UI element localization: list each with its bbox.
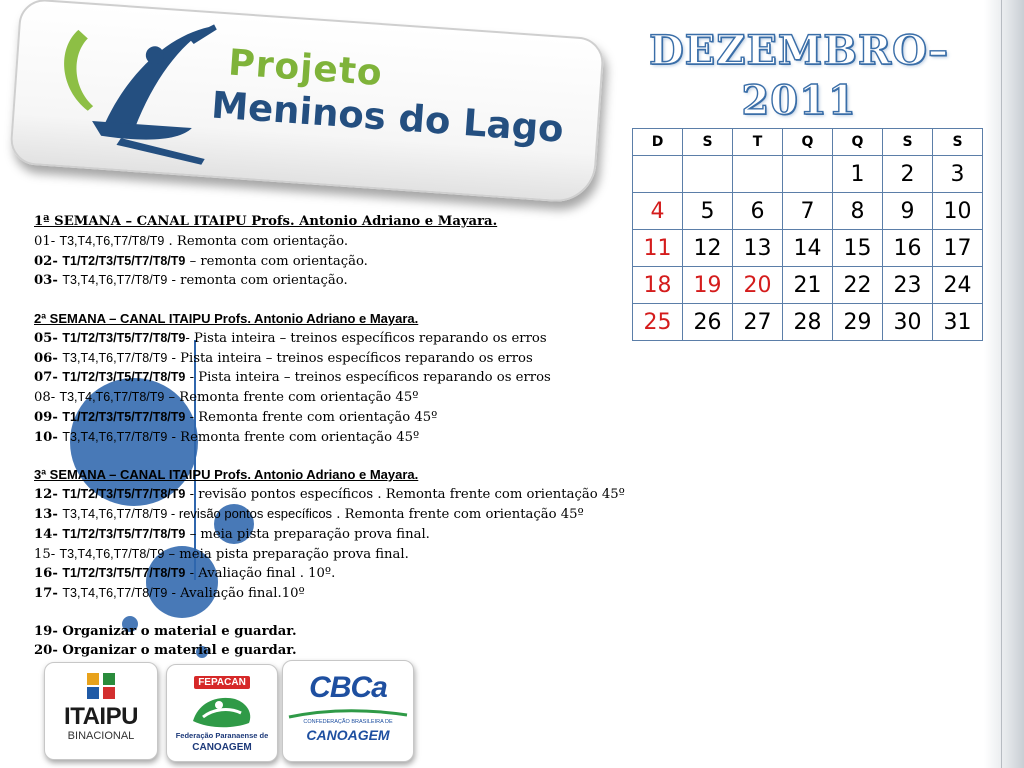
day-cell-highlighted: 25 (633, 304, 683, 341)
item-day: 03- (34, 273, 63, 289)
day-cell: 2 (883, 156, 933, 193)
day-cell: 7 (783, 193, 833, 230)
item-groups: T3,T4,T6,T7/T8/T9 (59, 390, 165, 405)
weekday-header: Q (833, 129, 883, 156)
day-cell: 5 (683, 193, 733, 230)
day-cell: 3 (933, 156, 983, 193)
day-cell: 13 (733, 230, 783, 267)
schedule-item-final: 20- Organizar o material e guardar. (34, 642, 297, 658)
item-day: 15- (34, 546, 60, 562)
item-groups: T1/T2/T3/T5/T7/T8/T9 (62, 370, 186, 385)
day-cell: 1 (833, 156, 883, 193)
schedule-item (34, 525, 630, 545)
cbca-subtitle: CONFEDERAÇÃO BRASILEIRA DE (303, 719, 393, 725)
item-day: 01- (34, 233, 60, 249)
parana-map-icon (189, 691, 255, 731)
item-groups: T1/T2/T3/T5/T7/T8/T9 (62, 330, 186, 345)
item-text: . Remonta frente com orientação 45º (332, 506, 584, 522)
day-cell: 30 (883, 304, 933, 341)
item-day: 05- (34, 330, 63, 346)
week-2-heading: 2ª SEMANA – CANAL ITAIPU Profs. Antonio Adriano e Mayara. (34, 310, 419, 326)
day-cell: 27 (733, 304, 783, 341)
day-cell: 16 (883, 230, 933, 267)
calendar-header-row (633, 129, 983, 156)
day-cell: 12 (683, 230, 733, 267)
right-edge-band (984, 0, 1024, 768)
right-edge-line (1001, 0, 1002, 768)
logo-text-projeto: Projeto (227, 42, 385, 95)
weekday-header: D (633, 129, 683, 156)
day-cell-highlighted: 11 (633, 230, 683, 267)
item-day: 12- (34, 487, 63, 503)
weekday-header: S (883, 129, 933, 156)
item-groups: T3,T4,T6,T7/T8/T9 (59, 233, 165, 248)
item-text: - Pista inteira – treinos específicos reparando os erros (185, 330, 547, 346)
fepacan-name: FEPACAN (194, 676, 250, 689)
fepacan-banner (167, 677, 277, 688)
day-cell: 22 (833, 267, 883, 304)
item-day: 06- (34, 350, 63, 366)
day-cell (783, 156, 833, 193)
day-cell: 24 (933, 267, 983, 304)
item-text: – meia pista preparação prova final. (164, 546, 409, 562)
schedule-item (34, 329, 630, 349)
itaipu-name: ITAIPU (64, 703, 138, 730)
spacer (34, 291, 630, 310)
schedule-item (34, 485, 630, 505)
item-text: . Remonta com orientação. (164, 233, 349, 249)
item-day: 10- (34, 429, 63, 445)
itaipu-emblem-icon (85, 671, 117, 701)
training-schedule (34, 213, 630, 660)
itaipu-subtitle: BINACIONAL (67, 730, 135, 742)
day-cell-highlighted: 19 (683, 267, 733, 304)
itaipu-logo (44, 662, 158, 760)
item-groups: T3,T4,T6,T7/T8/T9 (62, 350, 168, 365)
item-day: 07- (34, 370, 63, 386)
item-groups: T3,T4,T6,T7/T8/T9 (62, 506, 168, 521)
day-cell: 14 (783, 230, 833, 267)
week-1-heading: 1ª SEMANA – CANAL ITAIPU Profs. Antonio Adriano e Mayara. (34, 214, 498, 229)
kayaker-icon (29, 7, 229, 170)
item-text: - Pista inteira – treinos específicos reparando os erros (167, 350, 533, 366)
cbca-name: CBCa (309, 671, 387, 704)
weekday-header: Q (783, 129, 833, 156)
day-cell: 15 (833, 230, 883, 267)
day-cell: 26 (683, 304, 733, 341)
schedule-item (34, 271, 630, 291)
calendar-week-row (633, 193, 983, 230)
day-cell: 21 (783, 267, 833, 304)
schedule-item-final: 19- Organizar o material e guardar. (34, 623, 297, 639)
day-cell: 9 (883, 193, 933, 230)
spacer (34, 448, 630, 467)
item-day: 14- (34, 526, 63, 542)
spacer (34, 604, 630, 623)
schedule-item (34, 428, 630, 448)
page-title (624, 26, 974, 126)
item-day: 16- (34, 566, 63, 582)
item-groups: T3,T4,T6,T7/T8/T9 (59, 546, 165, 561)
item-groups: T3,T4,T6,T7/T8/T9 (62, 273, 168, 288)
calendar-week-row (633, 304, 983, 341)
schedule-item (34, 545, 630, 565)
item-day: 09- (34, 409, 63, 425)
schedule-item (34, 584, 630, 604)
item-groups: T1/T2/T3/T5/T7/T8/T9 (62, 253, 186, 268)
cbca-canoagem: CANOAGEM (306, 727, 390, 743)
item-day: 08- (34, 390, 60, 406)
day-cell: 10 (933, 193, 983, 230)
item-groups: T3,T4,T6,T7/T8/T9 (62, 586, 168, 601)
weekday-header: S (933, 129, 983, 156)
item-text: - revisão pontos específicos . Remonta frente com orientação 45º (185, 487, 625, 503)
item-text: – Remonta frente com orientação 45º (164, 390, 419, 406)
item-groups: T1/T2/T3/T5/T7/T8/T9 (62, 487, 186, 502)
item-text: – meia pista preparação prova final. (185, 526, 430, 542)
item-groups: T1/T2/T3/T5/T7/T8/T9 (62, 566, 186, 581)
schedule-item (34, 349, 630, 369)
schedule-item (34, 232, 630, 252)
item-groups: T1/T2/T3/T5/T7/T8/T9 (62, 409, 186, 424)
calendar-week-row (633, 230, 983, 267)
fepacan-subtitle: Federação Paranaense de (175, 731, 269, 740)
week-3-heading: 3ª SEMANA – CANAL ITAIPU Profs. Antonio Adriano e Mayara. (34, 467, 419, 483)
item-text: - Avaliação final.10º (167, 586, 305, 602)
item-text: – remonta com orientação. (185, 253, 368, 269)
day-cell-highlighted: 20 (733, 267, 783, 304)
schedule-item (34, 388, 630, 408)
fepacan-canoagem: CANOAGEM (192, 742, 252, 753)
cbca-logo (282, 660, 414, 762)
day-cell: 31 (933, 304, 983, 341)
calendar-week-row (633, 267, 983, 304)
item-text: - remonta com orientação. (167, 273, 348, 289)
item-day: 02- (34, 253, 63, 269)
title-month: DEZEMBRO– (648, 27, 950, 74)
day-cell: 23 (883, 267, 933, 304)
day-cell (633, 156, 683, 193)
weekday-header: T (733, 129, 783, 156)
item-groups: T3,T4,T6,T7/T8/T9 (62, 429, 168, 444)
calendar-week-row (633, 156, 983, 193)
item-text: - Remonta frente com orientação 45º (167, 429, 420, 445)
item-day: 17- (34, 586, 63, 602)
day-cell: 28 (783, 304, 833, 341)
item-day: 13- (34, 506, 63, 522)
day-cell: 6 (733, 193, 783, 230)
item-text: - Pista inteira – treinos específicos reparando os erros (185, 370, 551, 386)
day-cell (733, 156, 783, 193)
day-cell: 8 (833, 193, 883, 230)
item-groups: T1/T2/T3/T5/T7/T8/T9 (62, 526, 186, 541)
day-cell: 17 (933, 230, 983, 267)
day-cell: 29 (833, 304, 883, 341)
schedule-item (34, 564, 630, 584)
day-cell-highlighted: 4 (633, 193, 683, 230)
title-year: 2011 (741, 77, 857, 124)
logo-text-meninos-do-lago: Meninos do Lago (209, 83, 565, 151)
fepacan-logo (166, 664, 278, 762)
day-cell (683, 156, 733, 193)
day-cell-highlighted: 18 (633, 267, 683, 304)
schedule-item (34, 368, 630, 388)
item-text: - Remonta frente com orientação 45º (185, 409, 438, 425)
schedule-item (34, 505, 630, 525)
project-logo-banner (9, 0, 605, 204)
month-calendar (632, 128, 983, 341)
item-text-sans: - revisão pontos específicos (167, 505, 333, 521)
weekday-header: S (683, 129, 733, 156)
schedule-item (34, 252, 630, 272)
schedule-item (34, 408, 630, 428)
item-text: - Avaliação final . 10º. (185, 566, 336, 582)
